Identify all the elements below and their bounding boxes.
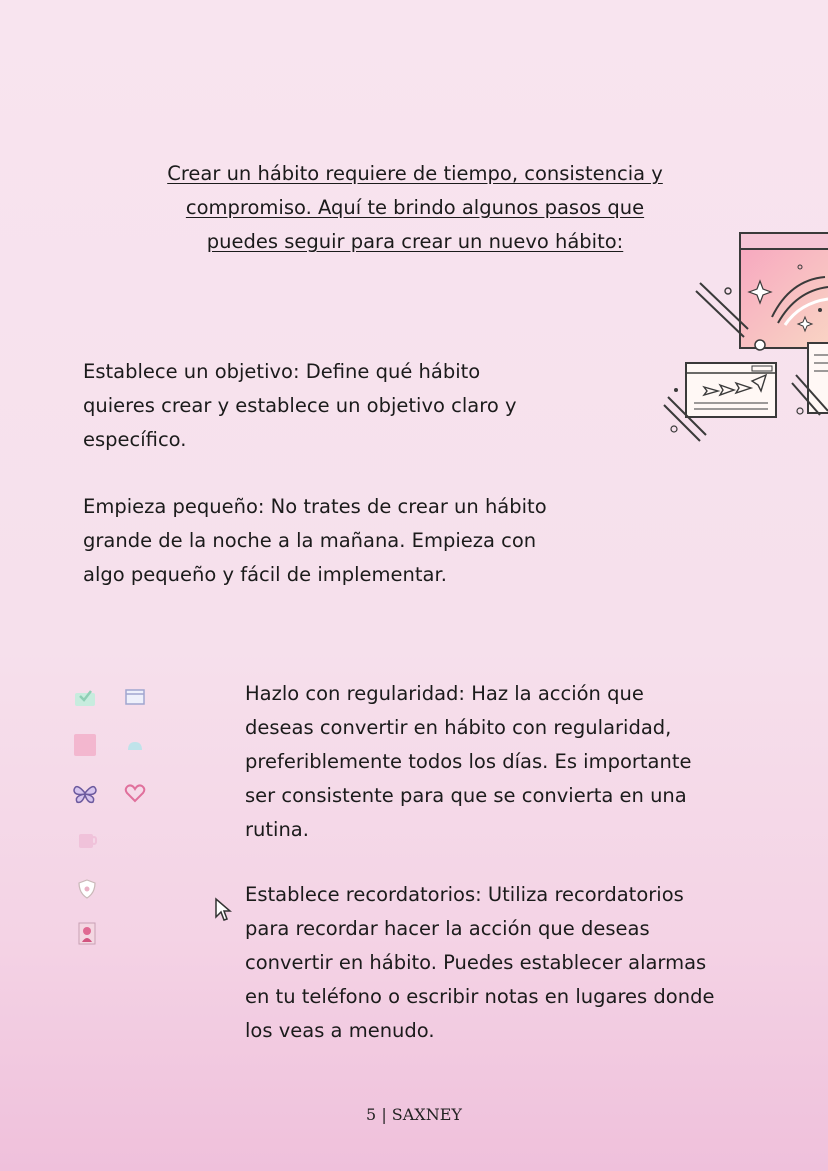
intro-line: Crear un hábito requiere de tiempo, consistencia y <box>167 162 663 185</box>
step-line: deseas convertir en hábito con regularidad, <box>245 716 672 739</box>
step-line: los veas a menudo. <box>245 1019 435 1042</box>
cup-icon[interactable] <box>74 828 100 854</box>
step-line: Hazlo con regularidad: Haz la acción que <box>245 682 644 705</box>
shield-icon[interactable] <box>74 876 100 902</box>
step-regularity <box>245 677 755 847</box>
step-line: Establece un objetivo: Define qué hábito <box>83 360 481 383</box>
photo-icon[interactable] <box>74 920 100 946</box>
step-line: específico. <box>83 428 187 451</box>
step-line: preferiblemente todos los días. Es importante <box>245 750 692 773</box>
intro-line: puedes seguir para crear un nuevo hábito: <box>206 230 624 253</box>
desktop-icon-column <box>66 680 156 960</box>
window-icon[interactable] <box>122 684 148 710</box>
step-reminders <box>245 878 755 1048</box>
mouse-cursor-icon <box>214 897 232 923</box>
step-line: quieres crear y establece un objetivo claro y <box>83 394 517 417</box>
step-line: en tu teléfono o escribir notas en lugares donde <box>245 985 715 1008</box>
step-line: Establece recordatorios: Utiliza recordatorios <box>245 883 684 906</box>
step-start-small <box>83 490 603 592</box>
heart-icon[interactable] <box>122 780 148 806</box>
step-line: convertir en hábito. Puedes establecer alarmas <box>245 951 707 974</box>
step-line: ser consistente para que se convierta en una <box>245 784 687 807</box>
cloud-icon[interactable] <box>122 732 148 758</box>
step-objective <box>83 355 583 457</box>
page-footer: 5 | SAXNEY <box>366 1105 462 1124</box>
intro-text <box>120 157 710 259</box>
pink-square-icon[interactable] <box>72 732 98 758</box>
step-line: algo pequeño y fácil de implementar. <box>83 563 447 586</box>
retro-window-sparkle-illustration-icon <box>660 225 828 455</box>
step-line: para recordar hacer la acción que deseas <box>245 917 650 940</box>
step-line: rutina. <box>245 818 309 841</box>
step-line: Empieza pequeño: No trates de crear un hábito <box>83 495 547 518</box>
check-folder-icon[interactable] <box>72 684 98 710</box>
step-line: grande de la noche a la mañana. Empieza con <box>83 529 537 552</box>
intro-line: compromiso. Aquí te brindo algunos pasos que <box>185 196 645 219</box>
butterfly-icon[interactable] <box>72 780 98 806</box>
